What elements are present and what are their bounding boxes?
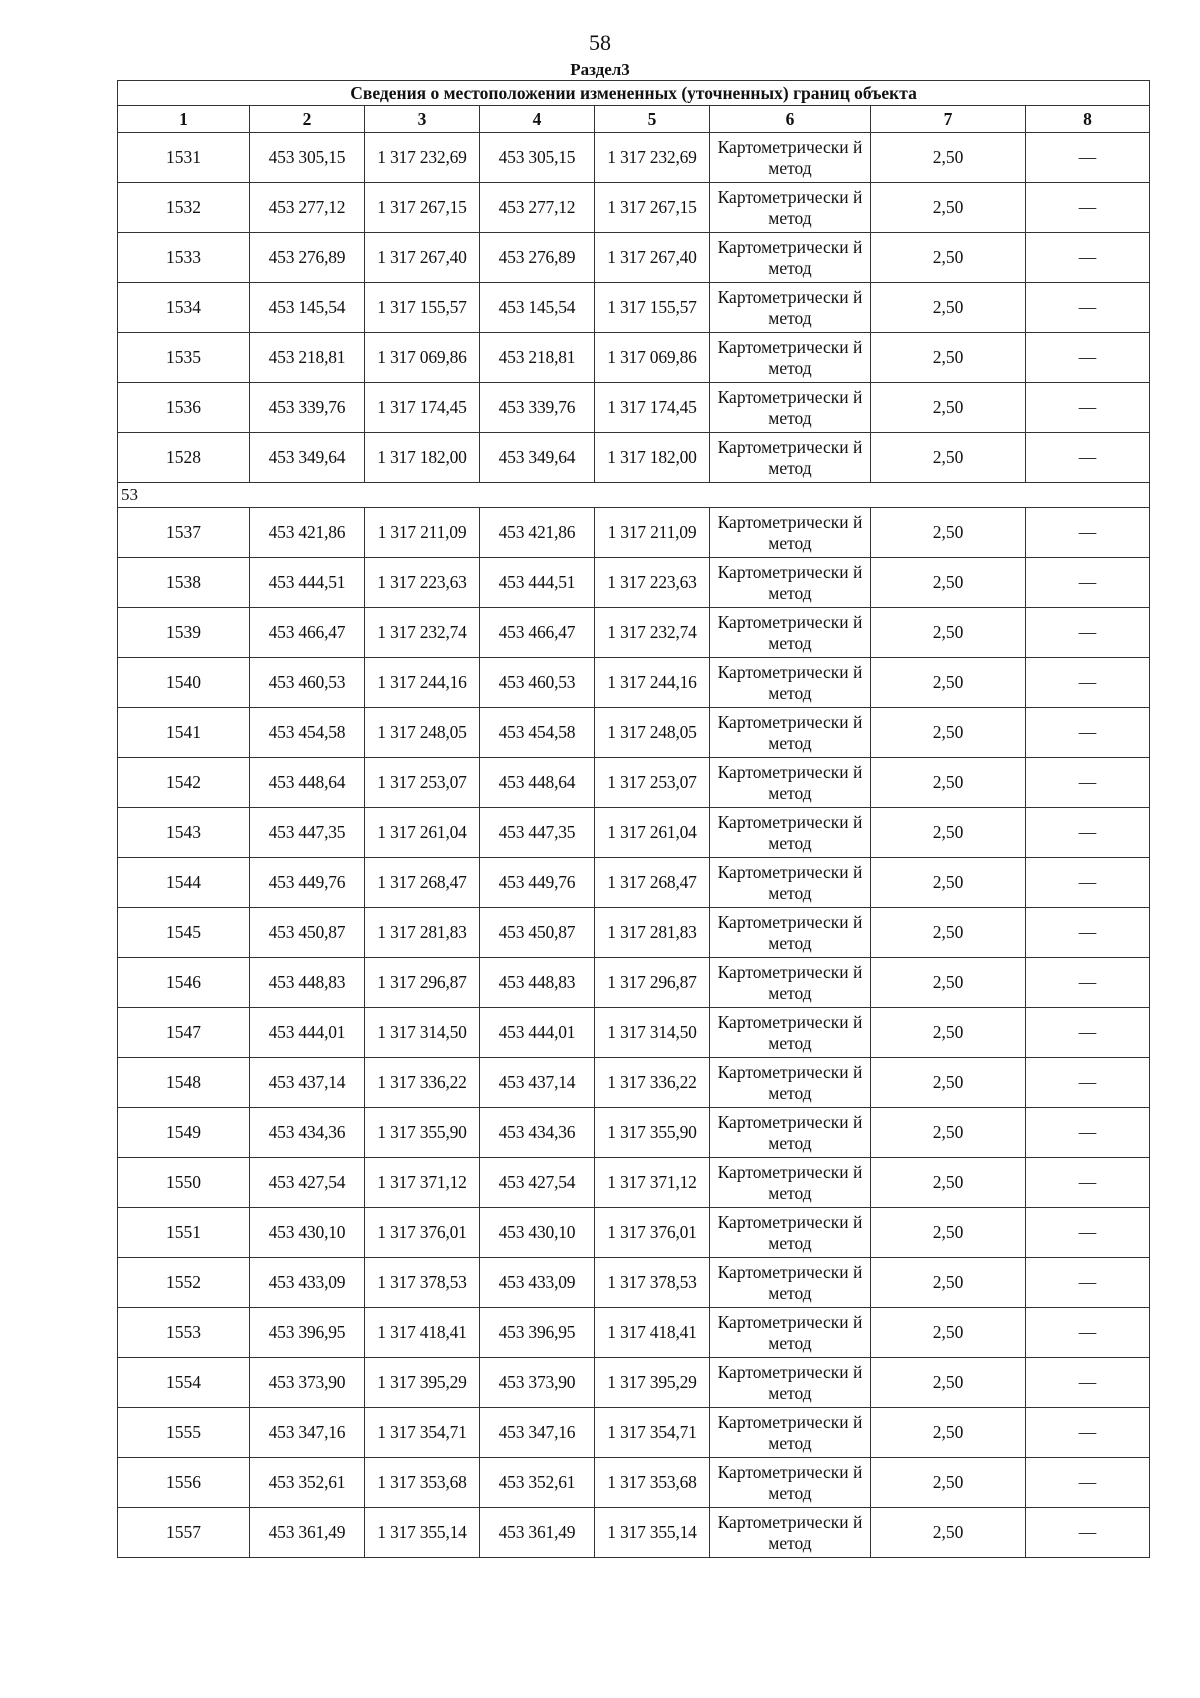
accuracy-value: 2,50: [871, 1508, 1026, 1558]
table-group-separator: [118, 483, 1150, 508]
point-number: 1550: [118, 1158, 250, 1208]
table-row: [118, 1458, 1150, 1508]
determination-method: Картометрически й метод: [710, 333, 871, 383]
y-coordinate-new: 1 317 378,53: [595, 1258, 710, 1308]
x-coordinate-new: 453 361,49: [480, 1508, 595, 1558]
accuracy-value: 2,50: [871, 1458, 1026, 1508]
table-row: [118, 1358, 1150, 1408]
point-number: 1542: [118, 758, 250, 808]
y-coordinate-new: 1 317 211,09: [595, 508, 710, 558]
y-coordinate-existing: 1 317 378,53: [365, 1258, 480, 1308]
x-coordinate-existing: 453 373,90: [250, 1358, 365, 1408]
table-row: [118, 758, 1150, 808]
x-coordinate-new: 453 430,10: [480, 1208, 595, 1258]
determination-method: Картометрически й метод: [710, 1308, 871, 1358]
y-coordinate-new: 1 317 296,87: [595, 958, 710, 1008]
accuracy-value: 2,50: [871, 858, 1026, 908]
determination-method: Картометрически й метод: [710, 958, 871, 1008]
point-description: —: [1026, 608, 1150, 658]
point-number: 1557: [118, 1508, 250, 1558]
point-number: 1532: [118, 183, 250, 233]
determination-method: Картометрически й метод: [710, 608, 871, 658]
accuracy-value: 2,50: [871, 383, 1026, 433]
accuracy-value: 2,50: [871, 433, 1026, 483]
x-coordinate-existing: 453 421,86: [250, 508, 365, 558]
determination-method: Картометрически й метод: [710, 758, 871, 808]
y-coordinate-existing: 1 317 155,57: [365, 283, 480, 333]
point-description: —: [1026, 233, 1150, 283]
point-number: 1533: [118, 233, 250, 283]
point-description: —: [1026, 1058, 1150, 1108]
x-coordinate-new: 453 305,15: [480, 133, 595, 183]
accuracy-value: 2,50: [871, 808, 1026, 858]
y-coordinate-existing: 1 317 314,50: [365, 1008, 480, 1058]
table-row: [118, 1208, 1150, 1258]
y-coordinate-new: 1 317 314,50: [595, 1008, 710, 1058]
y-coordinate-existing: 1 317 244,16: [365, 658, 480, 708]
x-coordinate-new: 453 434,36: [480, 1108, 595, 1158]
point-description: —: [1026, 1308, 1150, 1358]
group-label-row: [118, 483, 1150, 508]
table-row: [118, 1158, 1150, 1208]
accuracy-value: 2,50: [871, 1258, 1026, 1308]
group-label: 53: [118, 483, 1150, 508]
point-description: —: [1026, 383, 1150, 433]
point-description: —: [1026, 433, 1150, 483]
point-description: —: [1026, 183, 1150, 233]
point-number: 1541: [118, 708, 250, 758]
accuracy-value: 2,50: [871, 133, 1026, 183]
x-coordinate-new: 453 466,47: [480, 608, 595, 658]
x-coordinate-existing: 453 434,36: [250, 1108, 365, 1158]
table-body-group-1: [118, 133, 1150, 483]
determination-method: Картометрически й метод: [710, 908, 871, 958]
point-number: 1554: [118, 1358, 250, 1408]
point-number: 1549: [118, 1108, 250, 1158]
y-coordinate-existing: 1 317 253,07: [365, 758, 480, 808]
point-number: 1543: [118, 808, 250, 858]
table-row: [118, 958, 1150, 1008]
x-coordinate-new: 453 352,61: [480, 1458, 595, 1508]
y-coordinate-existing: 1 317 296,87: [365, 958, 480, 1008]
x-coordinate-new: 453 347,16: [480, 1408, 595, 1458]
y-coordinate-new: 1 317 395,29: [595, 1358, 710, 1408]
x-coordinate-existing: 453 396,95: [250, 1308, 365, 1358]
point-number: 1539: [118, 608, 250, 658]
y-coordinate-existing: 1 317 069,86: [365, 333, 480, 383]
point-description: —: [1026, 708, 1150, 758]
point-description: —: [1026, 283, 1150, 333]
y-coordinate-new: 1 317 371,12: [595, 1158, 710, 1208]
y-coordinate-new: 1 317 336,22: [595, 1058, 710, 1108]
point-description: —: [1026, 808, 1150, 858]
column-number: 6: [710, 106, 871, 133]
accuracy-value: 2,50: [871, 1008, 1026, 1058]
point-number: 1553: [118, 1308, 250, 1358]
determination-method: Картометрически й метод: [710, 133, 871, 183]
point-number: 1548: [118, 1058, 250, 1108]
determination-method: Картометрически й метод: [710, 1108, 871, 1158]
x-coordinate-existing: 453 352,61: [250, 1458, 365, 1508]
page-number: 58: [589, 30, 611, 55]
x-coordinate-new: 453 444,51: [480, 558, 595, 608]
y-coordinate-existing: 1 317 232,74: [365, 608, 480, 658]
point-number: 1552: [118, 1258, 250, 1308]
x-coordinate-new: 453 444,01: [480, 1008, 595, 1058]
accuracy-value: 2,50: [871, 658, 1026, 708]
x-coordinate-existing: 453 349,64: [250, 433, 365, 483]
column-number: 8: [1026, 106, 1150, 133]
y-coordinate-new: 1 317 155,57: [595, 283, 710, 333]
determination-method: Картометрически й метод: [710, 808, 871, 858]
point-description: —: [1026, 333, 1150, 383]
y-coordinate-new: 1 317 376,01: [595, 1208, 710, 1258]
x-coordinate-new: 453 277,12: [480, 183, 595, 233]
determination-method: Картометрически й метод: [710, 433, 871, 483]
table-row: [118, 183, 1150, 233]
determination-method: Картометрически й метод: [710, 1058, 871, 1108]
x-coordinate-existing: 453 433,09: [250, 1258, 365, 1308]
table-row: [118, 1258, 1150, 1308]
x-coordinate-new: 453 449,76: [480, 858, 595, 908]
y-coordinate-existing: 1 317 261,04: [365, 808, 480, 858]
y-coordinate-new: 1 317 268,47: [595, 858, 710, 908]
point-description: —: [1026, 1508, 1150, 1558]
x-coordinate-existing: 453 466,47: [250, 608, 365, 658]
y-coordinate-existing: 1 317 281,83: [365, 908, 480, 958]
x-coordinate-new: 453 276,89: [480, 233, 595, 283]
point-description: —: [1026, 1008, 1150, 1058]
table-row: [118, 1508, 1150, 1558]
accuracy-value: 2,50: [871, 283, 1026, 333]
point-number: 1528: [118, 433, 250, 483]
accuracy-value: 2,50: [871, 1308, 1026, 1358]
point-number: 1556: [118, 1458, 250, 1508]
y-coordinate-existing: 1 317 223,63: [365, 558, 480, 608]
table-row: [118, 233, 1150, 283]
x-coordinate-new: 453 339,76: [480, 383, 595, 433]
y-coordinate-existing: 1 317 353,68: [365, 1458, 480, 1508]
x-coordinate-new: 453 450,87: [480, 908, 595, 958]
point-description: —: [1026, 658, 1150, 708]
x-coordinate-new: 453 460,53: [480, 658, 595, 708]
x-coordinate-existing: 453 339,76: [250, 383, 365, 433]
y-coordinate-existing: 1 317 248,05: [365, 708, 480, 758]
y-coordinate-new: 1 317 174,45: [595, 383, 710, 433]
point-number: 1540: [118, 658, 250, 708]
table-row: [118, 908, 1150, 958]
y-coordinate-existing: 1 317 418,41: [365, 1308, 480, 1358]
x-coordinate-existing: 453 437,14: [250, 1058, 365, 1108]
determination-method: Картометрически й метод: [710, 1158, 871, 1208]
accuracy-value: 2,50: [871, 1358, 1026, 1408]
accuracy-value: 2,50: [871, 908, 1026, 958]
table-row: [118, 858, 1150, 908]
y-coordinate-existing: 1 317 232,69: [365, 133, 480, 183]
point-description: —: [1026, 758, 1150, 808]
x-coordinate-new: 453 396,95: [480, 1308, 595, 1358]
y-coordinate-new: 1 317 223,63: [595, 558, 710, 608]
point-description: —: [1026, 1258, 1150, 1308]
table-row: [118, 1008, 1150, 1058]
y-coordinate-new: 1 317 182,00: [595, 433, 710, 483]
y-coordinate-new: 1 317 354,71: [595, 1408, 710, 1458]
point-number: 1537: [118, 508, 250, 558]
x-coordinate-existing: 453 361,49: [250, 1508, 365, 1558]
y-coordinate-new: 1 317 244,16: [595, 658, 710, 708]
determination-method: Картометрически й метод: [710, 1258, 871, 1308]
y-coordinate-new: 1 317 355,14: [595, 1508, 710, 1558]
y-coordinate-new: 1 317 353,68: [595, 1458, 710, 1508]
x-coordinate-existing: 453 450,87: [250, 908, 365, 958]
point-number: 1534: [118, 283, 250, 333]
determination-method: Картометрически й метод: [710, 708, 871, 758]
x-coordinate-new: 453 373,90: [480, 1358, 595, 1408]
x-coordinate-existing: 453 145,54: [250, 283, 365, 333]
determination-method: Картометрически й метод: [710, 1408, 871, 1458]
point-description: —: [1026, 508, 1150, 558]
accuracy-value: 2,50: [871, 558, 1026, 608]
x-coordinate-new: 453 421,86: [480, 508, 595, 558]
y-coordinate-new: 1 317 232,74: [595, 608, 710, 658]
y-coordinate-existing: 1 317 182,00: [365, 433, 480, 483]
x-coordinate-existing: 453 305,15: [250, 133, 365, 183]
table-caption: Сведения о местоположении измененных (уточненных) границ объекта: [118, 81, 1150, 106]
point-number: 1531: [118, 133, 250, 183]
accuracy-value: 2,50: [871, 183, 1026, 233]
y-coordinate-existing: 1 317 354,71: [365, 1408, 480, 1458]
x-coordinate-existing: 453 460,53: [250, 658, 365, 708]
accuracy-value: 2,50: [871, 1208, 1026, 1258]
point-description: —: [1026, 1108, 1150, 1158]
x-coordinate-existing: 453 444,51: [250, 558, 365, 608]
table-row: [118, 383, 1150, 433]
determination-method: Картометрически й метод: [710, 858, 871, 908]
accuracy-value: 2,50: [871, 1108, 1026, 1158]
table-row: [118, 1308, 1150, 1358]
table-row: [118, 433, 1150, 483]
determination-method: Картометрически й метод: [710, 1208, 871, 1258]
accuracy-value: 2,50: [871, 233, 1026, 283]
column-number-row: [118, 106, 1150, 133]
table-row: [118, 808, 1150, 858]
point-number: 1545: [118, 908, 250, 958]
point-description: —: [1026, 558, 1150, 608]
point-description: —: [1026, 1158, 1150, 1208]
determination-method: Картометрически й метод: [710, 1358, 871, 1408]
point-description: —: [1026, 1208, 1150, 1258]
y-coordinate-existing: 1 317 355,90: [365, 1108, 480, 1158]
y-coordinate-existing: 1 317 376,01: [365, 1208, 480, 1258]
x-coordinate-new: 453 349,64: [480, 433, 595, 483]
point-description: —: [1026, 1408, 1150, 1458]
x-coordinate-existing: 453 447,35: [250, 808, 365, 858]
y-coordinate-existing: 1 317 267,15: [365, 183, 480, 233]
point-description: —: [1026, 958, 1150, 1008]
y-coordinate-new: 1 317 418,41: [595, 1308, 710, 1358]
determination-method: Картометрически й метод: [710, 1458, 871, 1508]
table-row: [118, 1058, 1150, 1108]
table-row: [118, 333, 1150, 383]
determination-method: Картометрически й метод: [710, 383, 871, 433]
determination-method: Картометрически й метод: [710, 558, 871, 608]
x-coordinate-new: 453 427,54: [480, 1158, 595, 1208]
table-row: [118, 608, 1150, 658]
point-number: 1544: [118, 858, 250, 908]
accuracy-value: 2,50: [871, 958, 1026, 1008]
column-number: 5: [595, 106, 710, 133]
point-description: —: [1026, 908, 1150, 958]
x-coordinate-existing: 453 430,10: [250, 1208, 365, 1258]
point-number: 1535: [118, 333, 250, 383]
column-number: 4: [480, 106, 595, 133]
x-coordinate-existing: 453 448,83: [250, 958, 365, 1008]
point-number: 1555: [118, 1408, 250, 1458]
point-description: —: [1026, 133, 1150, 183]
table-row: [118, 708, 1150, 758]
y-coordinate-existing: 1 317 355,14: [365, 1508, 480, 1558]
x-coordinate-existing: 453 454,58: [250, 708, 365, 758]
table-row: [118, 133, 1150, 183]
table-row: [118, 1108, 1150, 1158]
x-coordinate-new: 453 447,35: [480, 808, 595, 858]
x-coordinate-existing: 453 449,76: [250, 858, 365, 908]
y-coordinate-new: 1 317 261,04: [595, 808, 710, 858]
determination-method: Картометрически й метод: [710, 233, 871, 283]
y-coordinate-new: 1 317 253,07: [595, 758, 710, 808]
accuracy-value: 2,50: [871, 608, 1026, 658]
point-description: —: [1026, 858, 1150, 908]
x-coordinate-existing: 453 218,81: [250, 333, 365, 383]
y-coordinate-new: 1 317 232,69: [595, 133, 710, 183]
determination-method: Картометрически й метод: [710, 508, 871, 558]
accuracy-value: 2,50: [871, 708, 1026, 758]
y-coordinate-new: 1 317 069,86: [595, 333, 710, 383]
y-coordinate-existing: 1 317 267,40: [365, 233, 480, 283]
x-coordinate-existing: 453 276,89: [250, 233, 365, 283]
x-coordinate-existing: 453 444,01: [250, 1008, 365, 1058]
y-coordinate-new: 1 317 355,90: [595, 1108, 710, 1158]
x-coordinate-new: 453 437,14: [480, 1058, 595, 1108]
x-coordinate-existing: 453 427,54: [250, 1158, 365, 1208]
determination-method: Картометрически й метод: [710, 658, 871, 708]
accuracy-value: 2,50: [871, 508, 1026, 558]
accuracy-value: 2,50: [871, 758, 1026, 808]
point-description: —: [1026, 1458, 1150, 1508]
table-row: [118, 283, 1150, 333]
point-number: 1538: [118, 558, 250, 608]
x-coordinate-new: 453 448,64: [480, 758, 595, 808]
accuracy-value: 2,50: [871, 1058, 1026, 1108]
point-number: 1546: [118, 958, 250, 1008]
boundary-coordinates-table: [117, 80, 1150, 1558]
section-title: Раздел3: [570, 60, 630, 79]
table-row: [118, 558, 1150, 608]
point-number: 1551: [118, 1208, 250, 1258]
x-coordinate-new: 453 218,81: [480, 333, 595, 383]
column-number: 2: [250, 106, 365, 133]
x-coordinate-existing: 453 347,16: [250, 1408, 365, 1458]
determination-method: Картометрически й метод: [710, 1008, 871, 1058]
y-coordinate-existing: 1 317 395,29: [365, 1358, 480, 1408]
point-number: 1547: [118, 1008, 250, 1058]
column-number: 7: [871, 106, 1026, 133]
y-coordinate-new: 1 317 281,83: [595, 908, 710, 958]
x-coordinate-new: 453 448,83: [480, 958, 595, 1008]
table-body-group-2: [118, 508, 1150, 1558]
accuracy-value: 2,50: [871, 1408, 1026, 1458]
accuracy-value: 2,50: [871, 333, 1026, 383]
y-coordinate-existing: 1 317 268,47: [365, 858, 480, 908]
x-coordinate-existing: 453 448,64: [250, 758, 365, 808]
table-row: [118, 1408, 1150, 1458]
y-coordinate-existing: 1 317 371,12: [365, 1158, 480, 1208]
x-coordinate-new: 453 454,58: [480, 708, 595, 758]
y-coordinate-new: 1 317 248,05: [595, 708, 710, 758]
table-caption-row: [118, 81, 1150, 106]
y-coordinate-new: 1 317 267,40: [595, 233, 710, 283]
column-number: 1: [118, 106, 250, 133]
x-coordinate-new: 453 433,09: [480, 1258, 595, 1308]
x-coordinate-existing: 453 277,12: [250, 183, 365, 233]
accuracy-value: 2,50: [871, 1158, 1026, 1208]
x-coordinate-new: 453 145,54: [480, 283, 595, 333]
y-coordinate-new: 1 317 267,15: [595, 183, 710, 233]
column-number: 3: [365, 106, 480, 133]
y-coordinate-existing: 1 317 174,45: [365, 383, 480, 433]
point-number: 1536: [118, 383, 250, 433]
table-row: [118, 658, 1150, 708]
determination-method: Картометрически й метод: [710, 1508, 871, 1558]
y-coordinate-existing: 1 317 336,22: [365, 1058, 480, 1108]
determination-method: Картометрически й метод: [710, 183, 871, 233]
table-row: [118, 508, 1150, 558]
determination-method: Картометрически й метод: [710, 283, 871, 333]
point-description: —: [1026, 1358, 1150, 1408]
y-coordinate-existing: 1 317 211,09: [365, 508, 480, 558]
